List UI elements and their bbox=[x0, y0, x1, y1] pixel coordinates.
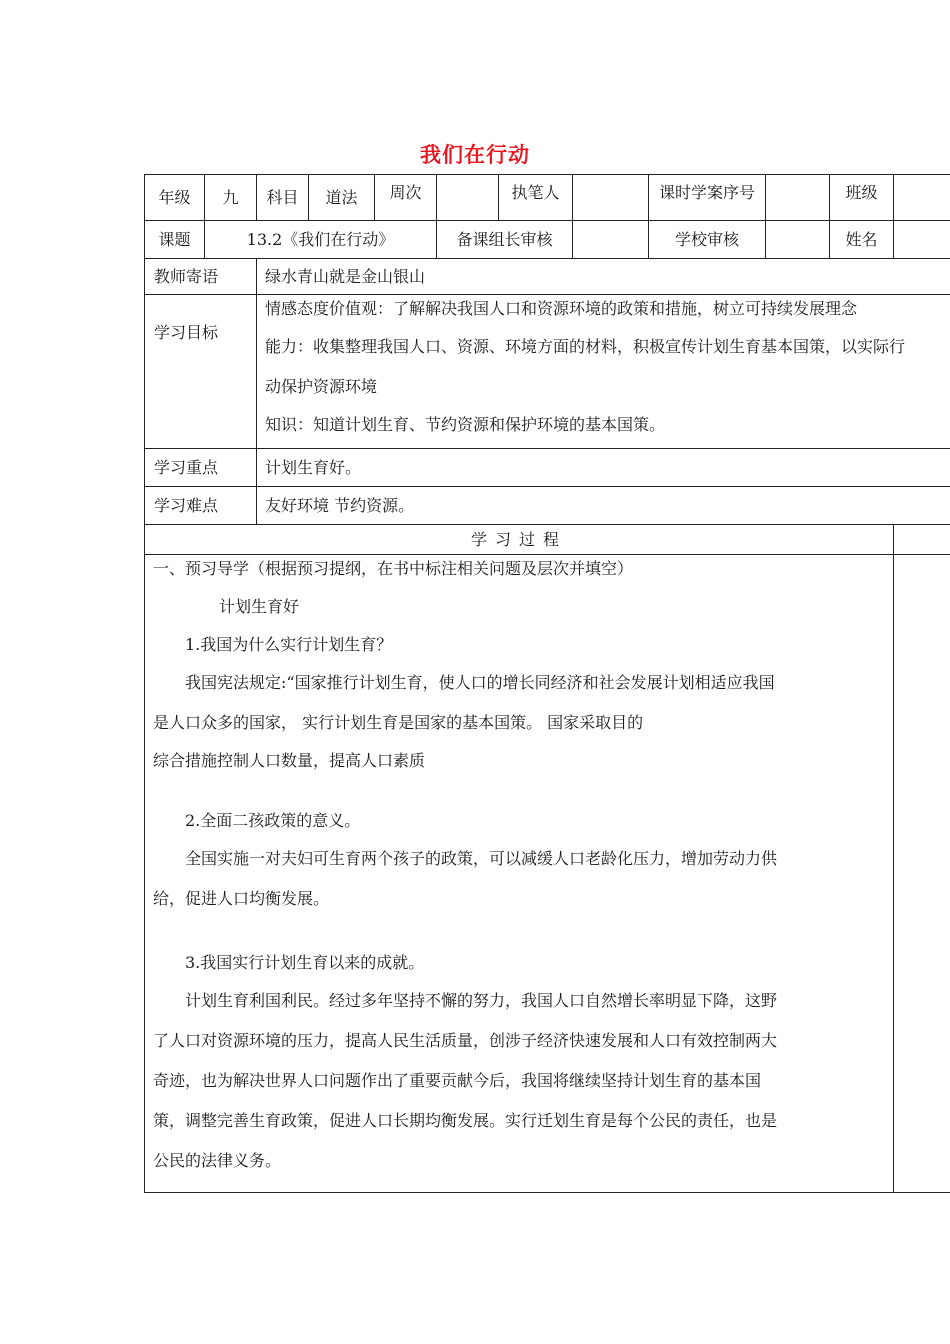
topic-value: 13.2《我们在行动》 bbox=[205, 221, 437, 259]
process-content bbox=[145, 555, 894, 1193]
answer-1-line: 是人口众多的国家， 实行计划生育是国家的基本国策。 国家采取目的 bbox=[153, 713, 644, 732]
name-value bbox=[894, 221, 950, 259]
section-heading: 一、预习导学（根据预习提纲，在书中标注相关问题及层次并填空） bbox=[153, 559, 634, 578]
key-point-row bbox=[145, 449, 950, 487]
answer-3-line: 公民的法律义务。 bbox=[153, 1151, 282, 1170]
goal-line: 能力：收集整理我国人口、资源、环境方面的材料，积极宣传计划生育基本国策，以实际行 bbox=[265, 337, 906, 356]
answer-3-line: 奇迹，也为解决世界人口问题作出了重要贡献今后，我国将继续坚持计划生育的基本国 bbox=[153, 1071, 762, 1090]
goals-row bbox=[145, 295, 950, 449]
question-1: 1.我国为什么实行计划生育？ bbox=[185, 635, 393, 654]
goals-content bbox=[257, 295, 950, 449]
goal-line: 动保护资源环境 bbox=[265, 377, 378, 396]
answer-2-line: 给，促进人口均衡发展。 bbox=[153, 889, 330, 908]
teacher-message-value: 绿水青山就是金山银山 bbox=[257, 259, 950, 295]
goal-line: 情感态度价值观：了解解决我国人口和资源环境的政策和措施，树立可持续发展理念 bbox=[265, 299, 858, 318]
serial-value bbox=[766, 175, 830, 221]
goal-line: 知识：知道计划生育、节约资源和保护环境的基本国策。 bbox=[265, 415, 666, 434]
answer-1-line: 综合措施控制人口数量，提高人口素质 bbox=[153, 751, 426, 770]
answer-1-line: 我国宪法规定:“国家推行计划生育，使人口的增长同经济和社会发展计划相适应我国 bbox=[185, 673, 775, 692]
subject-label: 科目 bbox=[257, 175, 309, 221]
group-review-value bbox=[573, 221, 649, 259]
answer-2-line: 全国实施一对夫妇可生育两个孩子的政策，可以减缓人口老龄化压力，增加劳动力供 bbox=[185, 849, 778, 868]
teacher-message-row bbox=[145, 259, 950, 295]
answer-3-line: 计划生育利国利民。经过多年坚持不懈的努力，我国人口自然增长率明显下降，这野 bbox=[185, 991, 778, 1010]
teacher-message-label: 教师寄语 bbox=[145, 259, 257, 295]
grade-value: 九 bbox=[205, 175, 257, 221]
process-side-column bbox=[894, 555, 950, 1193]
process-heading-row bbox=[145, 525, 950, 555]
subject-value: 道法 bbox=[309, 175, 375, 221]
process-heading: 学习过程 bbox=[145, 525, 894, 555]
key-point-value: 计划生育好。 bbox=[257, 449, 950, 487]
document-title: 我们在行动 bbox=[420, 143, 530, 167]
week-label: 周次 bbox=[375, 175, 437, 221]
difficulty-label: 学习难点 bbox=[145, 487, 257, 525]
lesson-plan-table bbox=[144, 174, 950, 1193]
answer-3-line: 了人口对资源环境的压力，提高人民生活质量，创涉子经济快速发展和人口有效控制两大 bbox=[153, 1031, 778, 1050]
difficulty-value: 友好环境 节约资源。 bbox=[257, 487, 950, 525]
process-content-row bbox=[145, 555, 950, 1193]
header-row-2 bbox=[145, 221, 950, 259]
school-review-label: 学校审核 bbox=[649, 221, 766, 259]
week-value bbox=[437, 175, 499, 221]
question-3: 3.我国实行计划生育以来的成就。 bbox=[185, 953, 425, 972]
group-review-label: 备课组长审核 bbox=[437, 221, 573, 259]
goals-label: 学习目标 bbox=[145, 295, 257, 449]
key-point-label: 学习重点 bbox=[145, 449, 257, 487]
author-label: 执笔人 bbox=[499, 175, 573, 221]
question-2: 2.全面二孩政策的意义。 bbox=[185, 811, 361, 830]
grade-label: 年级 bbox=[145, 175, 205, 221]
difficulty-row bbox=[145, 487, 950, 525]
class-label: 班级 bbox=[830, 175, 894, 221]
process-side-cell bbox=[894, 525, 950, 555]
author-value bbox=[573, 175, 649, 221]
serial-label: 课时学案序号 bbox=[649, 175, 766, 221]
topic-label: 课题 bbox=[145, 221, 205, 259]
name-label: 姓名 bbox=[830, 221, 894, 259]
school-review-value bbox=[766, 221, 830, 259]
subsection-title: 计划生育好 bbox=[219, 597, 300, 616]
class-value bbox=[894, 175, 950, 221]
answer-3-line: 策，调整完善生育政策，促进人口长期均衡发展。实行迁划生育是每个公民的责任，也是 bbox=[153, 1111, 778, 1130]
header-row-1 bbox=[145, 175, 950, 221]
